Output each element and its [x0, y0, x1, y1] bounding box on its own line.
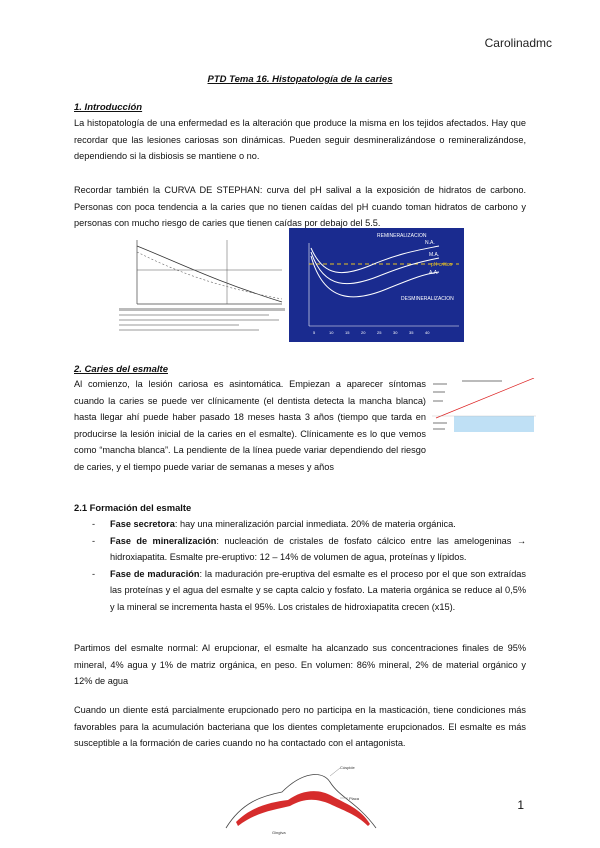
stephan-curve-bw-figure — [117, 232, 287, 342]
tooth-label-gingiva: Gingiva — [272, 830, 286, 835]
stephan-curve-color-figure — [289, 228, 464, 342]
svg-text:25: 25 — [377, 330, 382, 335]
tooth-label-plaque: Placa — [349, 796, 360, 801]
bullet-item: - Fase de mineralización: nucleación de cristales de fosfato cálcico entre las amelogeninas → hidroxiapatita. Esmalte pre-eruptivo: 12 – 14% de volumen de agua, proteínas y lípidos. — [92, 535, 527, 563]
svg-text:10: 10 — [329, 330, 334, 335]
svg-text:40: 40 — [425, 330, 430, 335]
bullet-item: - Fase secretora: hay una mineralización parcial inmediata. 20% de materia orgánica. — [92, 519, 456, 529]
page-number: 1 — [517, 798, 524, 812]
svg-text:5: 5 — [313, 330, 316, 335]
remin-label: REMINERALIZACION — [377, 233, 427, 239]
bullet-list — [92, 516, 526, 616]
esmalte-paragraph-2: Partimos del esmalte normal: Al erupcionar, el esmalte ha alcanzado sus concentraciones finales de 95% mineral, 4% agua y 1% de matriz orgánica, en peso. En volumen: 86% mineral, 2% de material orgánico y 12% de agua — [74, 643, 526, 687]
caries-progression-figure — [432, 378, 536, 432]
ph-critico-label: pH crítico — [431, 262, 453, 268]
demin-label: DESMINERALIZACION — [401, 296, 454, 302]
aa-label: A.A. — [429, 270, 439, 276]
svg-text:35: 35 — [409, 330, 414, 335]
section-heading-esmalte: 2. Caries del esmalte — [74, 364, 168, 375]
svg-text:30: 30 — [393, 330, 398, 335]
document-author: Carolinadmc — [484, 36, 552, 50]
tooth-plaque-figure — [222, 762, 380, 836]
intro-paragraph-2: Recordar también la CURVA DE STEPHAN: curva del pH salival a la exposición de hidratos de carbono. Personas con poca tendencia a la caries que no tienen caídas del pH cuando toman hidratos de carbono y personas con mucho riesgo de caries que tienen caídas por debajo del 5.5. — [74, 185, 526, 229]
tooth-label-top: Cúspide — [340, 765, 355, 770]
ma-label: M.A. — [429, 252, 440, 258]
esmalte-paragraph-1: Al comienzo, la lesión cariosa es asintomática. Empiezan a aparecer síntomas cuando la caries se puede ver clínicamente (el dentista detecta la mancha blanca) hasta llegar ahí puede haber pasado 18 meses hasta 3 años (tiempo que tarda en producirse la lesión inicial de la caries en el esmalte). Clínicamente es lo que vemos como “mancha blanca”. La pendiente de la línea puede variar dependiendo del riesgo de caries, y el tiempo puede variar de semanas a meses y años — [74, 379, 426, 472]
svg-text:20: 20 — [361, 330, 366, 335]
section-heading-intro: 1. Introducción — [74, 102, 143, 113]
esmalte-paragraph-3: Cuando un diente está parcialmente erupcionado pero no participa en la masticación, tiene condiciones más favorables para la acumulación bacteriana que los dientes completamente erupcionados. El esmalte es más susceptible a la formación de caries cuando no ha contactado con el antagonista. — [74, 705, 526, 749]
intro-paragraph-1: La histopatología de una enfermedad es la alteración que produce la misma en los tejidos afectados. Hay que recordar que las lesiones cariosas son dinámicas. Pueden seguir desmineralizándose o remineralizándose, dependiendo si la disbiosis se mantiene o no. — [74, 118, 526, 162]
document-title: PTD Tema 16. Histopatología de la caries — [207, 74, 393, 85]
bullet-item: - Fase de maduración: la maduración pre-eruptiva del esmalte es el proceso por el que son extraídas las proteínas y el agua del esmalte y se capta calcio y fosfato. La materia orgánica se reduce al 0,5% y la mineral se incrementa hasta el 95%. Los cristales de hidroxiapatita crecen (x15). — [92, 568, 527, 612]
subheading-formacion-esmalte: 2.1 Formación del esmalte — [74, 502, 192, 513]
na-label: N.A. — [425, 240, 435, 246]
svg-text:15: 15 — [345, 330, 350, 335]
